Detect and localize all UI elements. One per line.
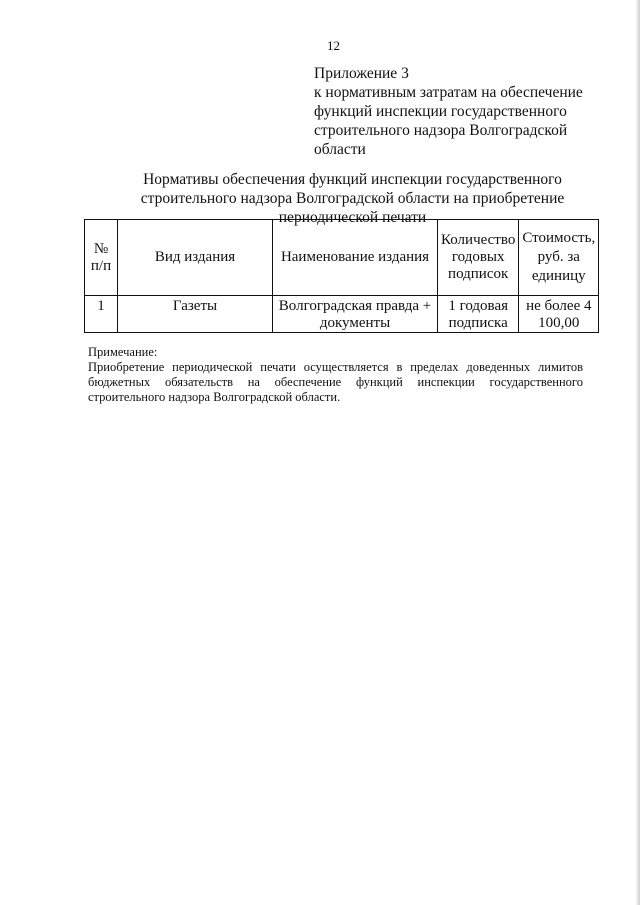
header-type: Вид издания [118, 220, 273, 296]
appendix-header [314, 64, 614, 159]
table-row [85, 296, 599, 333]
cell-type: Газеты [118, 296, 273, 333]
cell-number: 1 [85, 296, 118, 333]
title-line: Нормативы обеспечения функций инспекции государственного [143, 171, 562, 188]
appendix-line: к нормативным затратам на обеспечение [314, 84, 583, 101]
appendix-line: Приложение 3 [314, 65, 409, 82]
appendix-line: функций инспекции государственного [314, 103, 567, 120]
appendix-line: области [314, 141, 366, 158]
title-line: строительного надзора Волгоградской области на приобретение [140, 190, 565, 207]
cell-cost: не более 4 100,00 [519, 296, 599, 333]
appendix-line: строительного надзора Волгоградской [314, 122, 568, 139]
note-section [88, 345, 583, 405]
title-line: периодической печати [278, 209, 427, 226]
page-number: 12 [327, 38, 340, 53]
note-label: Примечание: [88, 345, 158, 359]
header-number: № п/п [85, 220, 118, 296]
header-name: Наименование издания [273, 220, 438, 296]
note-text: Приобретение периодической печати осуществляется в пределах доведенных лимитов бюджетных обязательств на обеспечение функций инспекции государственного строительного надзора Волгоградской области. [88, 360, 583, 404]
cell-quantity: 1 годовая подписка [438, 296, 519, 333]
header-cost: Стоимость, руб. за единицу [519, 220, 599, 296]
norms-table [84, 219, 599, 333]
cell-name: Волгоградская правда + документы [273, 296, 438, 333]
table-header-row [85, 220, 599, 296]
header-quantity: Количество годовых подписок [438, 220, 519, 296]
page-edge-shadow [636, 0, 640, 905]
